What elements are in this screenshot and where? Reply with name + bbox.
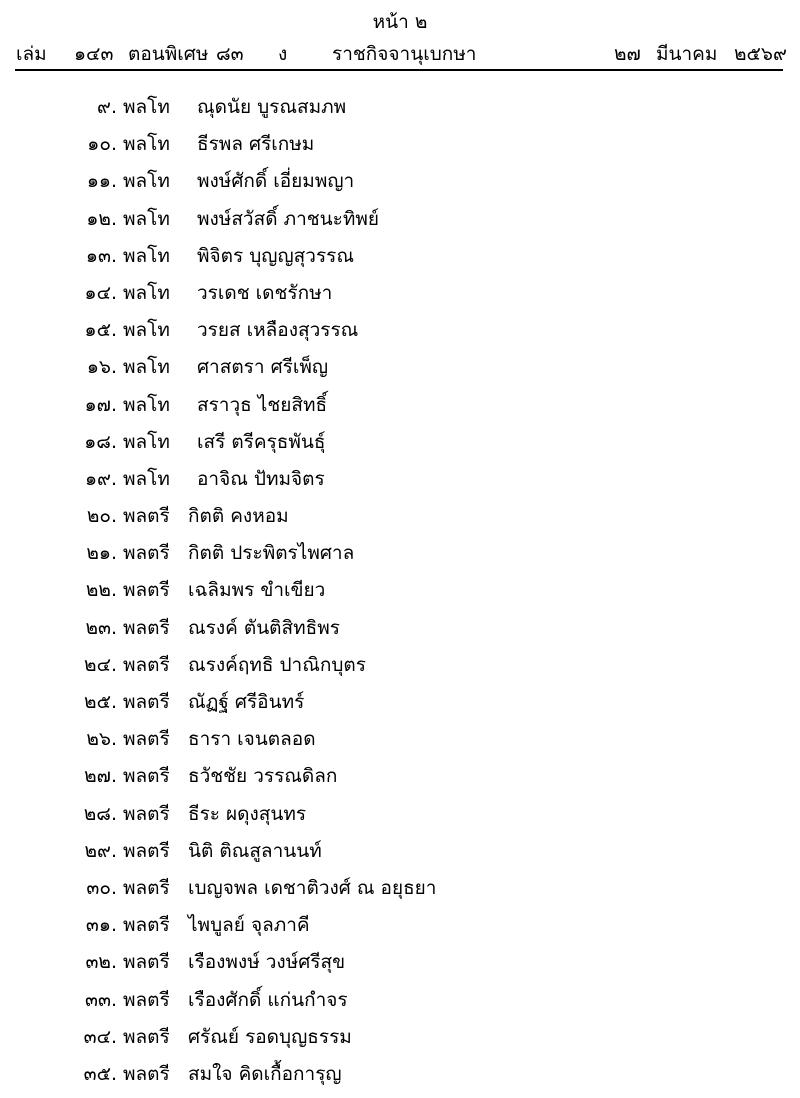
item-number: ๓๕. [83,1062,117,1085]
item-rank: พลตรี [123,765,170,788]
list-item [0,1024,800,1061]
item-number: ๓๐. [86,876,117,899]
item-rank: พลโท [123,356,170,379]
item-number: ๒๐. [86,505,117,528]
item-number: ๒๕. [84,691,117,713]
item-number: ๑๒. [86,207,117,230]
item-person-name: เรืองพงษ์ วงษ์ศรีสุข [188,951,346,974]
list-item [0,94,800,131]
item-number: ๒๗. [84,765,117,788]
item-rank: พลตรี [123,1062,170,1085]
item-person-name: สมใจ คิดเกื้อการุญ [188,1062,342,1085]
item-person-name: เฉลิมพร ขำเขียว [188,579,326,602]
list-item [0,801,800,838]
header-divider [15,69,783,71]
item-number: ๑๕. [84,319,117,342]
item-number: ๑๘. [84,430,117,453]
item-person-name: ธารา เจนตลอด [188,728,316,751]
list-item [0,206,800,243]
item-number: ๒๙. [84,839,117,862]
list-item [0,429,800,466]
list-item [0,317,800,354]
item-person-name: เรืองศักดิ์ แก่นกำจร [188,988,348,1011]
list-item [0,466,800,503]
list-item [0,131,800,168]
item-person-name: กิตติ คงหอม [188,505,289,528]
item-person-name: พงษ์ศักดิ์ เอี่ยมพญา [197,170,355,193]
item-rank: พลโท [123,207,170,230]
item-number: ๒๒. [85,579,117,602]
list-item [0,280,800,317]
item-rank: พลโท [123,319,170,342]
appointment-list [0,94,800,1098]
item-rank: พลโท [123,133,170,156]
item-number: ๑๑. [86,170,117,193]
item-number: ๓๓. [84,988,117,1011]
item-number: ๑๐. [87,133,117,156]
item-rank: พลตรี [123,988,170,1011]
item-person-name: กิตติ ประพิตรไพศาล [188,542,355,565]
item-person-name: อาจิณ ปัทมจิตร [197,467,325,490]
list-item [0,838,800,875]
item-person-name: ไพบูลย์ จุลภาคี [188,914,310,937]
item-rank: พลตรี [123,876,170,899]
item-person-name: ศรัณย์ รอดบุญธรรม [188,1025,352,1048]
item-person-name: เสรี ตรีครุธพันธุ์ [197,430,326,453]
item-person-name: สราวุธ ไชยสิทธิ์ [197,393,328,416]
date-year: ๒๕๖๙ [734,43,787,65]
item-number: ๒๑. [86,542,117,565]
item-rank: พลตรี [123,914,170,937]
item-person-name: ธีรพล ศรีเกษม [197,133,315,156]
item-number: ๓๑. [85,914,117,937]
list-item [0,503,800,540]
list-item [0,987,800,1024]
item-rank: พลตรี [123,839,170,862]
list-item [0,652,800,689]
item-rank: พลตรี [123,542,170,565]
item-number: ๒๖. [86,728,117,751]
item-number: ๑๔. [84,281,117,304]
item-rank: พลโท [123,170,170,193]
item-rank: พลโท [123,244,170,267]
item-person-name: เบญจพล เดชาติวงศ์ ณ อยุธยา [188,876,437,899]
section-label: ตอนพิเศษ [128,43,209,65]
item-rank: พลตรี [123,951,170,974]
volume-label: เล่ม [16,43,47,65]
item-person-name: ธวัชชัย วรรณดิลก [188,765,338,788]
list-item [0,1061,800,1098]
gazette-header [16,42,787,68]
item-person-name: ธีระ ผดุงสุนทร [188,802,307,825]
item-rank: พลตรี [123,579,170,602]
item-rank: พลโท [123,96,170,118]
item-person-name: พิจิตร บุญญสุวรรณ [197,244,354,267]
item-person-name: ณรงค์ ตันติสิทธิพร [188,616,340,639]
list-item [0,540,800,577]
gazette-title: ราชกิจจานุเบกษา [332,43,477,65]
item-number: ๓๒. [85,951,117,974]
date-month: มีนาคม [656,43,718,65]
item-rank: พลตรี [123,505,170,528]
volume-number: ๑๔๓ [74,43,114,65]
list-item [0,875,800,912]
list-item [0,949,800,986]
item-person-name: พงษ์สวัสดิ์ ภาชนะทิพย์ [197,207,380,230]
item-number: ๙. [97,96,117,118]
item-rank: พลตรี [123,728,170,751]
item-number: ๑๗. [84,393,117,416]
list-item [0,577,800,614]
list-item [0,392,800,429]
item-rank: พลตรี [123,653,170,676]
item-number: ๑๖. [86,356,117,379]
list-item [0,726,800,763]
list-item [0,912,800,949]
item-rank: พลตรี [123,616,170,639]
list-item [0,243,800,280]
list-item [0,354,800,391]
item-rank: พลตรี [123,1025,170,1048]
item-rank: พลตรี [123,802,170,825]
item-rank: พลโท [123,393,170,416]
item-number: ๒๓. [85,616,117,639]
item-rank: พลโท [123,467,170,490]
list-item [0,689,800,726]
item-rank: พลโท [123,430,170,453]
item-rank: พลโท [123,281,170,304]
item-person-name: ณุดนัย บูรณสมภพ [197,96,347,118]
item-number: ๓๔. [83,1025,117,1048]
page-number: หน้า ๒ [372,11,428,33]
item-person-name: นิติ ติณสูลานนท์ [188,839,322,862]
item-rank: พลตรี [123,691,170,713]
item-person-name: ณัฏฐ์ ศรีอินทร์ [188,691,305,713]
item-person-name: วรเดช เดชรักษา [197,281,333,304]
item-person-name: ณรงค์ฤทธิ ปาณิกบุตร [188,653,366,676]
item-number: ๒๘. [83,802,117,825]
item-person-name: ศาสตรา ศรีเพ็ญ [197,356,329,379]
section-number: ๘๓ [216,43,244,65]
list-item [0,168,800,205]
item-person-name: วรยส เหลืองสุวรรณ [197,319,359,342]
list-item [0,615,800,652]
item-number: ๒๔. [84,653,117,676]
list-item [0,763,800,800]
section-letter: ง [278,43,288,65]
item-number: ๑๙. [84,467,117,490]
date-day: ๒๗ [614,43,641,65]
item-number: ๑๓. [85,244,117,267]
